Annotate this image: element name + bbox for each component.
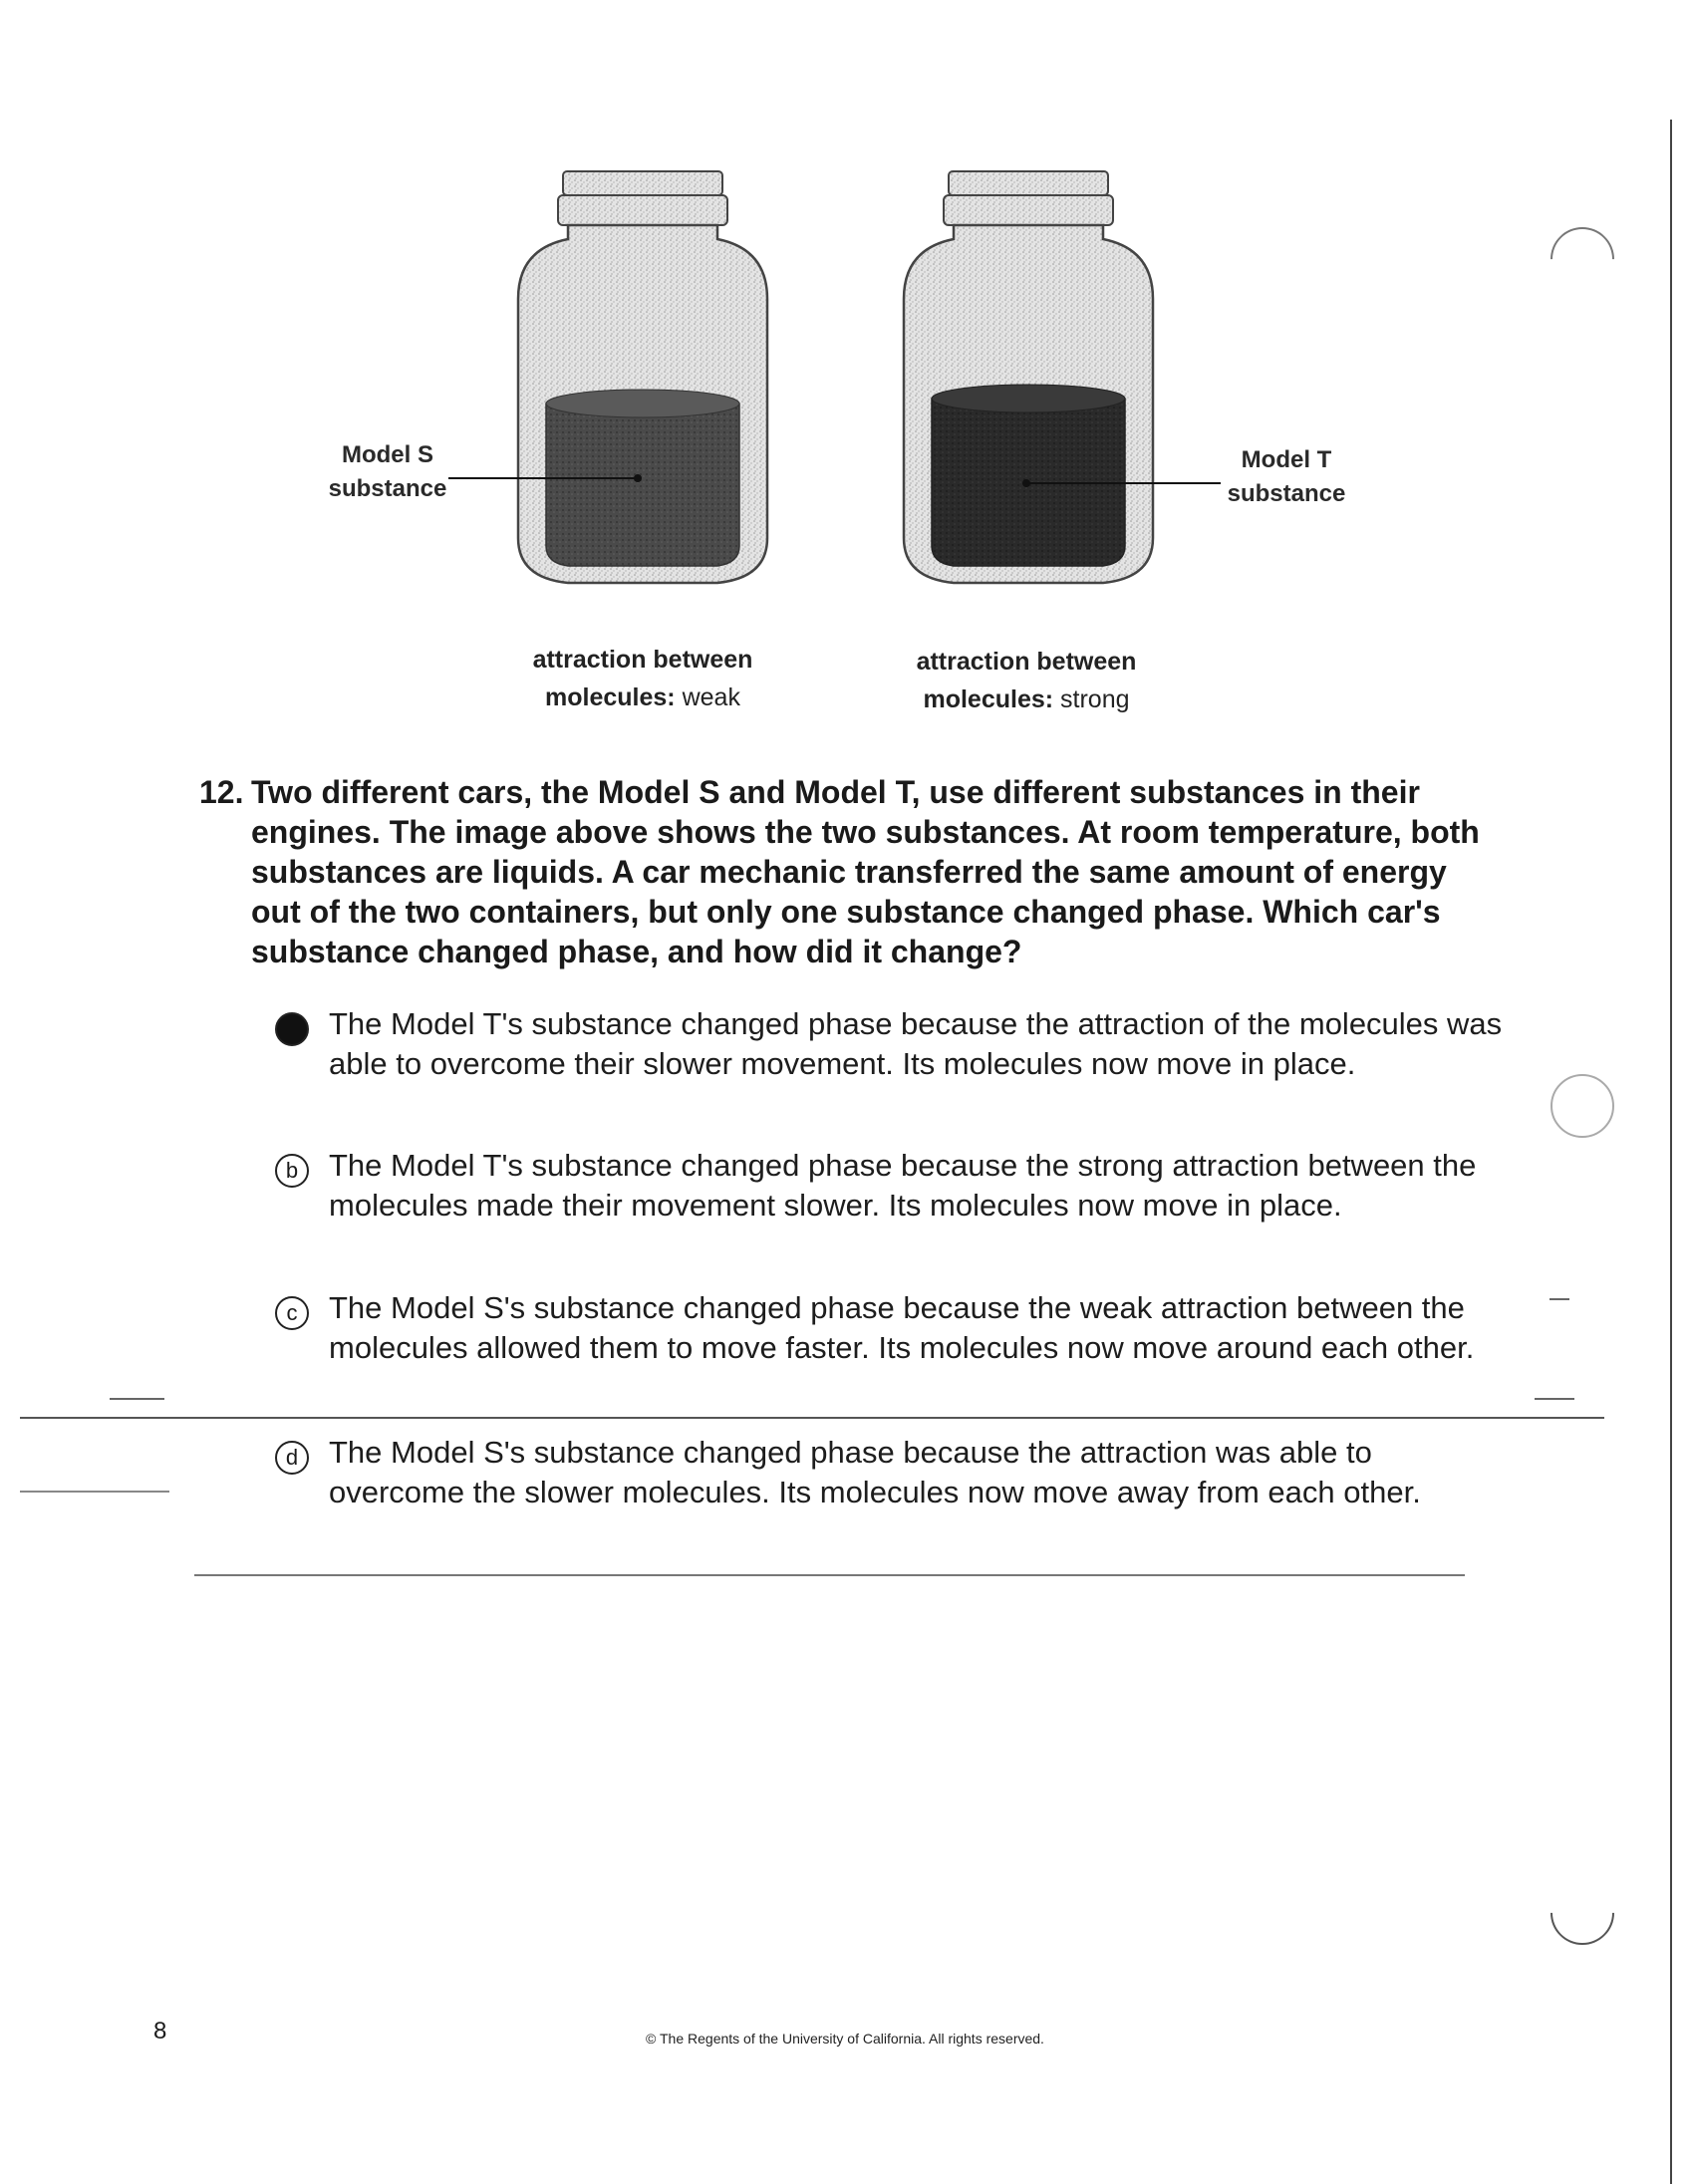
model-t-jar bbox=[904, 171, 1153, 583]
answer-option-text: The Model S's substance changed phase because the attraction was able to overcome the slower molecules. Its molecules now move away from each other. bbox=[329, 1435, 1421, 1509]
answer-option-b[interactable] bbox=[275, 1146, 1511, 1226]
scan-rule bbox=[194, 1574, 1465, 1576]
model-s-caption: attraction between molecules: weak bbox=[532, 646, 753, 711]
filled-bubble-icon[interactable] bbox=[275, 1012, 309, 1046]
model-t-caption: attraction between molecules: strong bbox=[916, 648, 1137, 713]
question-text: Two different cars, the Model S and Model T, use different substances in their engines. The image above shows the two substances. At room temperature, both substances are liquids. A car mechanic transferred the same amount of energy out of the two containers, but only one substance changed phase. Which car's substance changed phase, and how did it change? bbox=[251, 774, 1480, 969]
scan-dash bbox=[1549, 1298, 1569, 1300]
binder-hole bbox=[1538, 1868, 1628, 1959]
model-s-label: Model S substance bbox=[328, 441, 447, 502]
scan-dash bbox=[110, 1398, 164, 1400]
copyright-footer: © The Regents of the University of California. All rights reserved. bbox=[646, 2031, 1044, 2047]
answer-option-text: The Model S's substance changed phase because the weak attraction between the molecules allowed them to move faster. Its molecules now move around each other. bbox=[329, 1290, 1475, 1365]
page-edge bbox=[1670, 120, 1672, 2184]
answer-option-a[interactable] bbox=[275, 1004, 1511, 1084]
model-t-label: Model T substance bbox=[1227, 446, 1346, 507]
option-letter-bubble[interactable]: c bbox=[275, 1296, 309, 1330]
binder-hole bbox=[1550, 1074, 1614, 1138]
answer-option-text: The Model T's substance changed phase because the strong attraction between the molecules made their movement slower. Its molecules now move in place. bbox=[329, 1148, 1477, 1223]
jars-figure bbox=[0, 0, 1690, 737]
question-number: 12. bbox=[199, 774, 244, 810]
answer-option-text: The Model T's substance changed phase because the attraction of the molecules was able to overcome their slower movement. Its molecules now move in place. bbox=[329, 1006, 1503, 1081]
option-letter-bubble[interactable]: d bbox=[275, 1441, 309, 1475]
option-letter-bubble[interactable]: b bbox=[275, 1154, 309, 1188]
scan-rule bbox=[20, 1417, 1604, 1419]
scan-dash bbox=[20, 1491, 169, 1493]
answer-option-d[interactable] bbox=[275, 1433, 1511, 1512]
answer-option-c[interactable] bbox=[275, 1288, 1511, 1368]
jars-illustration bbox=[0, 0, 1690, 737]
scan-dash bbox=[1535, 1398, 1574, 1400]
page-number: 8 bbox=[153, 2018, 167, 2045]
model-s-jar bbox=[518, 171, 767, 583]
